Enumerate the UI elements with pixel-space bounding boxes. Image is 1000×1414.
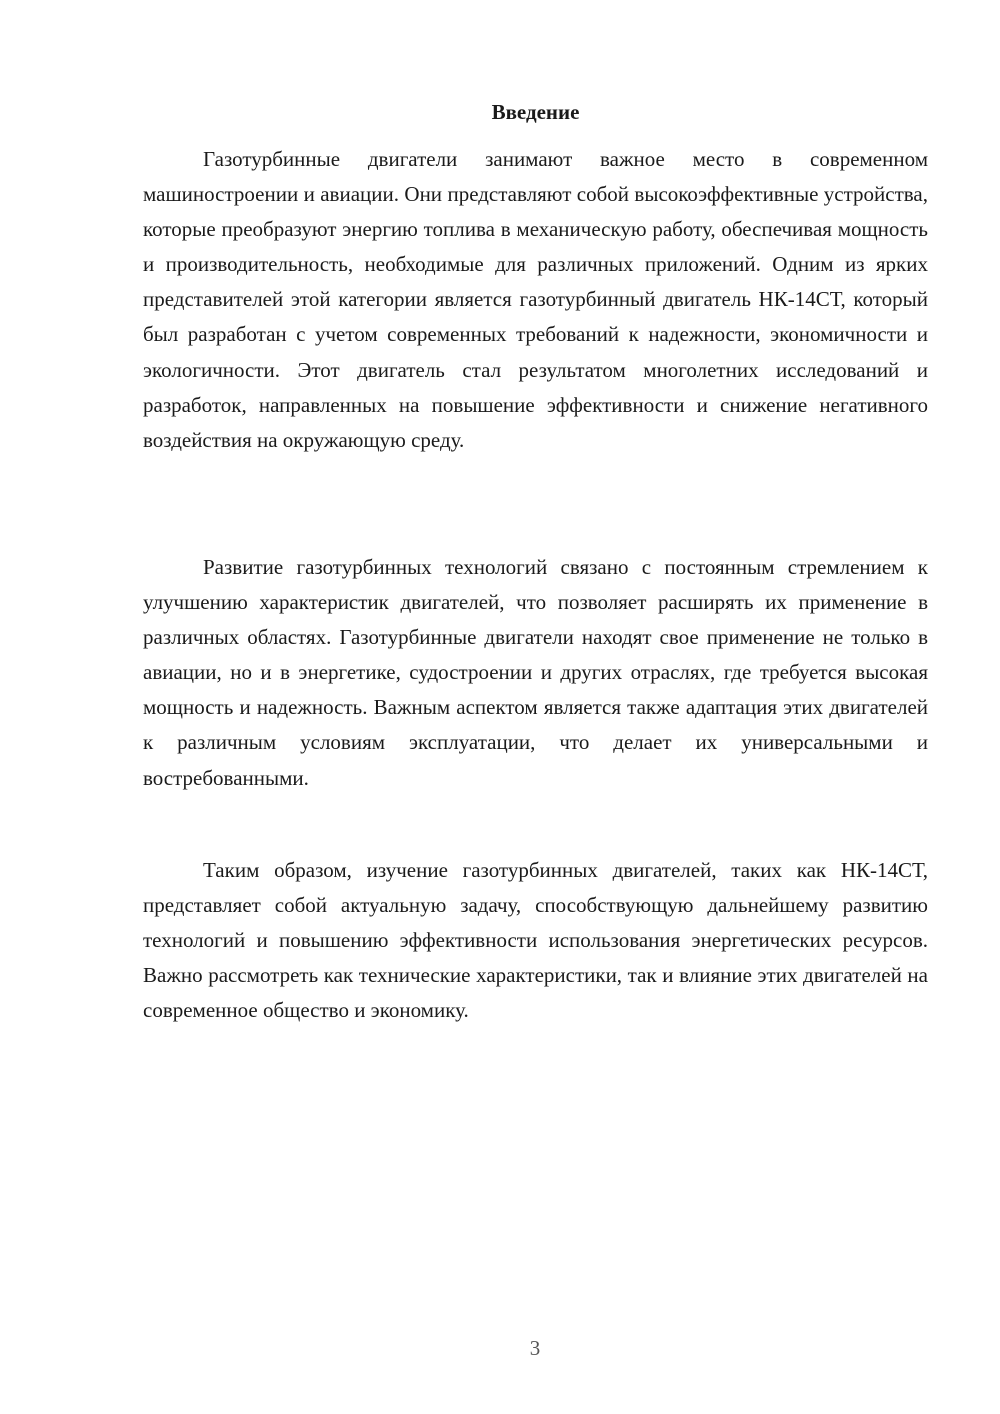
page-number: 3 bbox=[529, 1336, 541, 1360]
section-title: Введение bbox=[491, 100, 580, 124]
paragraph-2: Развитие газотурбинных технологий связано с постоянным стремлением к улучшению характеристик двигателей, что позволяет расширять их применение в различных областях. Газотурбинные двигатели находят свое применение не только в авиации, но и в энергетике, судостроении и других отраслях, где требуется высокая мощность и надежность. Важным аспектом является также адаптация этих двигателей к различным условиям эксплуатации, что делает их универсальными и востребованными. bbox=[143, 555, 928, 790]
paragraph-3: Таким образом, изучение газотурбинных двигателей, таких как НК-14СТ, представляет собой актуальную задачу, способствующую дальнейшему развитию технологий и повышению эффективности использования энергетических ресурсов. Важно рассмотреть как технические характеристики, так и влияние этих двигателей на современное общество и экономику. bbox=[143, 858, 928, 1023]
paragraph-1: Газотурбинные двигатели занимают важное место в современном машиностроении и авиации. Они представляют собой высокоэффективные устройства, которые преобразуют энергию топлива в механическую работу, обеспечивая мощность и производительность, необходимые для различных приложений. Одним из ярких представителей этой категории является газотурбинный двигатель НК-14СТ, который был разработан с учетом современных требований к надежности, экономичности и экологичности. Этот двигатель стал результатом многолетних исследований и разработок, направленных на повышение эффективности и снижение негативного воздействия на окружающую среду. bbox=[143, 147, 928, 452]
